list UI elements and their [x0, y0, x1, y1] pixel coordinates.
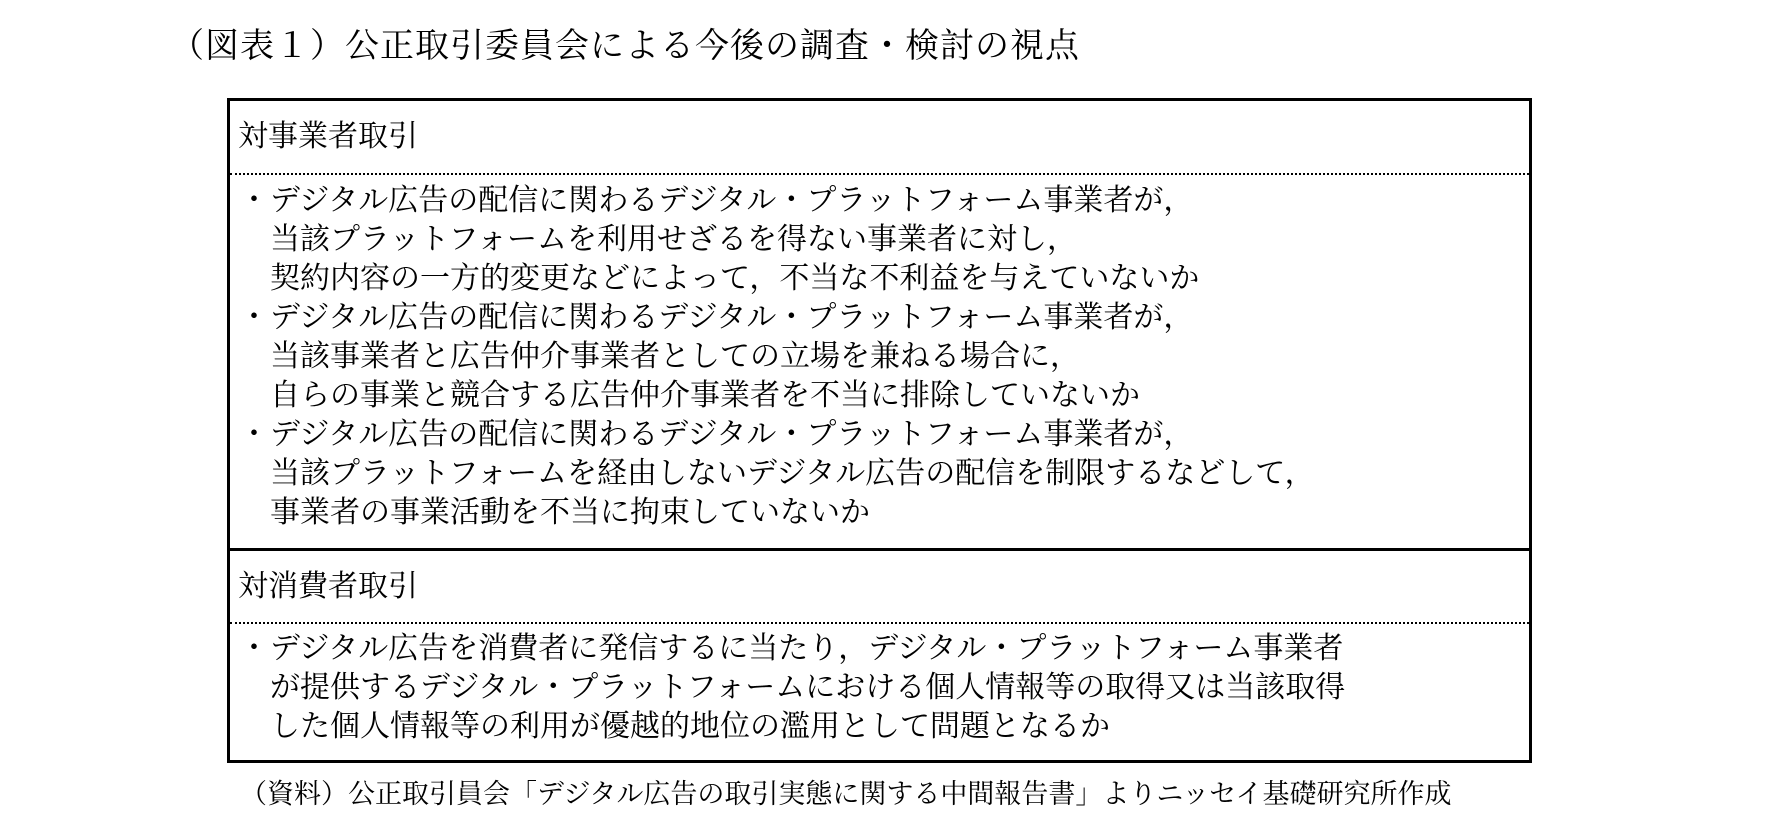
section-heading-business: 対事業者取引	[238, 119, 418, 154]
section-body-business	[238, 181, 1521, 532]
bullet: ・	[239, 183, 269, 218]
bullet: ・	[239, 631, 269, 666]
source-note: （資料）公正取引員会「デジタル広告の取引実態に関する中間報告書」よりニッセイ基礎研究所作成	[240, 779, 1452, 810]
item-line: 事業者の事業活動を不当に拘束していないか	[270, 495, 870, 530]
list-item	[238, 298, 1521, 415]
list-item	[238, 629, 1521, 746]
item-line: デジタル広告の配信に関わるデジタル・プラットフォーム事業者が，	[270, 183, 1194, 218]
section-body-consumer	[238, 629, 1521, 746]
item-line: 当該プラットフォームを利用せざるを得ない事業者に対し，	[270, 222, 1077, 257]
item-line: 当該プラットフォームを経由しないデジタル広告の配信を制限するなどして，	[270, 456, 1315, 491]
figure-title: （図表１）公正取引委員会による今後の調査・検討の視点	[170, 26, 1080, 66]
item-line: 契約内容の一方的変更などによって，不当な不利益を与えていないか	[270, 261, 1200, 296]
bullet: ・	[239, 417, 269, 452]
list-item	[238, 181, 1521, 298]
item-line: 自らの事業と競合する広告仲介事業者を不当に排除していないか	[270, 378, 1140, 413]
list-item	[238, 415, 1521, 532]
dotted-divider	[230, 173, 1529, 175]
item-line: デジタル広告を消費者に発信するに当たり，デジタル・プラットフォーム事業者	[270, 631, 1344, 666]
item-line: 当該事業者と広告仲介事業者としての立場を兼ねる場合に，	[270, 339, 1080, 374]
dotted-divider	[230, 622, 1529, 624]
table-frame	[227, 98, 1532, 763]
item-line: デジタル広告の配信に関わるデジタル・プラットフォーム事業者が，	[270, 300, 1194, 335]
section-divider	[230, 548, 1529, 551]
item-line: が提供するデジタル・プラットフォームにおける個人情報等の取得又は当該取得	[270, 670, 1346, 705]
section-heading-consumer: 対消費者取引	[238, 569, 418, 604]
bullet: ・	[239, 300, 269, 335]
item-line: した個人情報等の利用が優越的地位の濫用として問題となるか	[270, 709, 1110, 744]
item-line: デジタル広告の配信に関わるデジタル・プラットフォーム事業者が，	[270, 417, 1194, 452]
